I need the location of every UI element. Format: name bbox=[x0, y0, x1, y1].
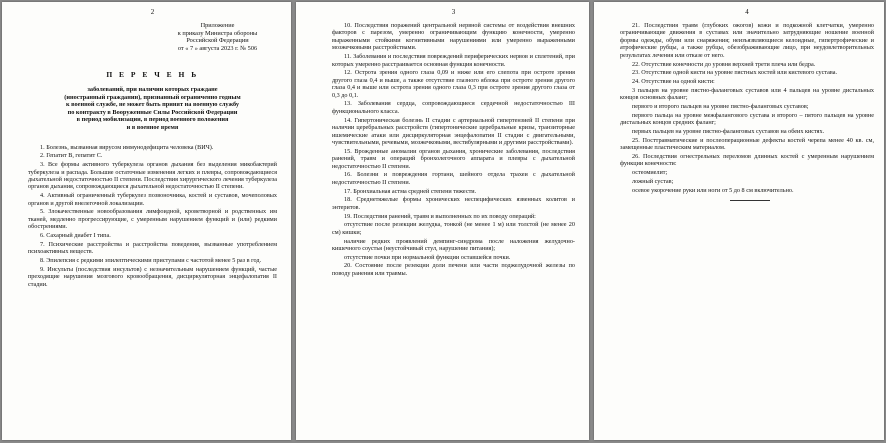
appendix-line: от « 7 » августа 2023 г. № 506 bbox=[177, 44, 258, 52]
list-item: 25. Посттравматические и послеоперационные дефекты костей черепа менее 40 кв. см, замещенные пластическим материалом. bbox=[620, 136, 874, 152]
list-item: 8. Эпилепсия с редкими эпилептическими приступами с частотой менее 5 раз в год. bbox=[40, 256, 262, 264]
list-item: 2. Гепатит В, гепатит С. bbox=[40, 152, 103, 160]
list-subitem: отсутствие почки при нормальной функции оставшейся почки. bbox=[344, 253, 511, 261]
subtitle-line: по контракту в Вооруженные Силы Российской Федерации bbox=[67, 108, 238, 116]
list-item: 16. Болезни и повреждения гортани, шейного отдела трахеи с дыхательной недостаточностью II степени. bbox=[332, 171, 575, 186]
list-item: 12. Острота зрения одного глаза 0,09 и ниже или его слепота при остроте зрения другого глаза 0,4 и выше, а также отсутствие глазного яблока при остроте зрения другого глаза 0,4 и выше или острота зрения одного глаза 0,3 при остроте зрения другого глаза от 0,3 до 0,1. bbox=[332, 69, 575, 99]
list-item: 5. Злокачественные новообразования лимфоидной, кроветворной и родственных им тканей, медленно прогрессирующие, с умеренным нарушением функций и (или) редкими обострениями. bbox=[28, 208, 277, 231]
list-item: 10. Последствия поражений центральной нервной системы от воздействия внешних факторов с парезом, умеренно ограничивающим функцию конечности, умеренно выраженными стойкими когнитивными нарушениями или умеренно выраженными мозжечковыми расстройствами. bbox=[332, 22, 575, 52]
list-subitem: остеомиелит; bbox=[632, 169, 668, 177]
list-item: 26. Последствия огнестрельных переломов длинных костей с умеренным нарушением функции конечности: bbox=[620, 152, 874, 168]
subtitle-line: (иностранный гражданин), признанный ограниченно годным bbox=[64, 93, 241, 101]
list-item: 13. Заболевания сердца, сопровождающиеся сердечной недостаточностью III функционального класса. bbox=[332, 100, 575, 115]
list-item: 6. Сахарный диабет I типа. bbox=[40, 232, 111, 240]
list-subitem: ложный сустав; bbox=[632, 177, 674, 185]
list-item: 20. Состояние после резекции доли печени или части поджелудочной железы по поводу ранения или травмы. bbox=[332, 262, 575, 277]
subtitle-line: к военной службе, не может быть принят на военную службу bbox=[65, 101, 240, 109]
page-number: 4 bbox=[745, 8, 749, 16]
list-item: 1. Болезнь, вызванная вирусом иммунодефицита человека (ВИЧ). bbox=[40, 143, 214, 151]
subtitle-line: в период мобилизации, в период военного положения bbox=[76, 116, 229, 124]
appendix-line: Приложение bbox=[200, 22, 235, 29]
list-item: 15. Врожденные аномалии органов дыхания, хронические заболевания, последствия ранений, травм и операций бронхолегочного аппарата и плевры с дыхательной недостаточностью II степени. bbox=[332, 147, 575, 170]
list-subitem: отсутствие после резекции желудка, тонкой (не менее 1 м) или толстой (не менее 20 см) кишки; bbox=[332, 221, 575, 236]
list-item: 21. Последствия травм (глубоких ожогов) кожи и подкожной клетчатки, умеренно ограничивающие движения в суставах или значительно затрудняющие ношение военной формы одежды, обуви или снаряжения; неизъязвляющиеся келоидные, гипертрофические и атрофические рубцы, а также рубцы, обезображивающие лицо, при неудовлетворительных результатах лечения или отказе от него. bbox=[620, 22, 874, 59]
list-item: 17. Бронхиальная астма средней степени тяжести. bbox=[344, 187, 477, 195]
list-item: 24. Отсутствие на одной кисти: bbox=[632, 78, 715, 86]
appendix-line: к приказу Министра обороны bbox=[177, 29, 258, 37]
list-item: 14. Гипертоническая болезнь II стадии с артериальной гипертензией II степени при наличии церебральных расстройств (гипертонические церебральные кризы, транзиторные ишемические атаки или дисциркуляторная энцефалопатия II стадии с двигательными, чувствительными, речевыми, мозжечковыми, вестибулярными и другими расстройствами). bbox=[332, 116, 575, 146]
list-item: 22. Отсутствие конечности до уровня верхней трети плеча или бедра. bbox=[632, 60, 816, 68]
list-item: 7. Психические расстройства и расстройства поведения, вызванные употреблением психоактивных веществ. bbox=[28, 240, 277, 256]
end-separator bbox=[730, 200, 770, 201]
subtitle-line: и в военное время bbox=[126, 123, 179, 131]
document-page-2 bbox=[2, 2, 291, 440]
document-title: П Е Р Е Ч Е Н Ь bbox=[106, 70, 199, 79]
list-subitem: первых пальцев на уровне пястно-фаланговых суставов на обеих кистях. bbox=[632, 127, 825, 135]
list-item: 3. Все формы активного туберкулеза органов дыхания без выделения микобактерий туберкулеза и распада. Большие остаточные изменения легких и плевры, сопровождающиеся дыхательной недостаточностью II степени. Последствия хирургического лечения туберкулеза органов дыхания, сопровождающиеся дыхательной недостаточностью II степени. bbox=[28, 161, 277, 191]
appendix-line: Российской Федерации bbox=[186, 37, 249, 44]
list-subitem: первого пальца на уровне межфалангового сустава и второго – пятого пальцев на уровне дистальных концов средних фаланг; bbox=[620, 111, 874, 127]
list-item: 11. Заболевания и последствия повреждений периферических нервов и сплетений, при которых умеренно расстраивается основная функция конечности. bbox=[332, 53, 575, 68]
list-item: 4. Активный ограниченный туберкулез позвоночника, костей и суставов, мочеполовых органов и другой внелегочной локализации. bbox=[28, 192, 277, 207]
list-subitem: наличие редких проявлений демпинг-синдрома после наложения желудочно-кишечного соустья (неустойчивый стул, нарушение питания); bbox=[332, 237, 575, 252]
list-item: 18. Среднетяжелые формы хронических неспецифических язвенных колитов и энтеритов. bbox=[332, 196, 575, 211]
document-page-3 bbox=[296, 2, 589, 440]
document-subtitle bbox=[28, 86, 277, 132]
list-subitem: осевое укорочение руки или ноги от 5 до 8 см включительно. bbox=[632, 186, 794, 194]
list-subitem: первого и второго пальцев на уровне пястно-фаланговых суставов; bbox=[632, 103, 809, 111]
page-number: 3 bbox=[451, 8, 456, 16]
document-page-4 bbox=[594, 2, 884, 440]
list-item: 23. Отсутствие одной кисти на уровне пястных костей или кистевого сустава. bbox=[632, 69, 838, 77]
list-item: 19. Последствия ранений, травм и выполненных по их поводу операций: bbox=[344, 212, 536, 220]
subtitle-line: заболеваний, при наличии которых граждане bbox=[87, 86, 218, 93]
appendix-header bbox=[158, 22, 277, 52]
list-subitem: 3 пальцев на уровне пястно-фаланговых суставов или 4 пальцев на уровне дистальных концов основных фаланг; bbox=[620, 86, 874, 102]
list-item: 9. Инсульты (последствия инсультов) с незначительным нарушением функций, частые преходящие нарушения мозгового кровообращения, дисциркуляторная энцефалопатия II стадии. bbox=[28, 265, 277, 288]
page-number: 2 bbox=[150, 8, 155, 16]
